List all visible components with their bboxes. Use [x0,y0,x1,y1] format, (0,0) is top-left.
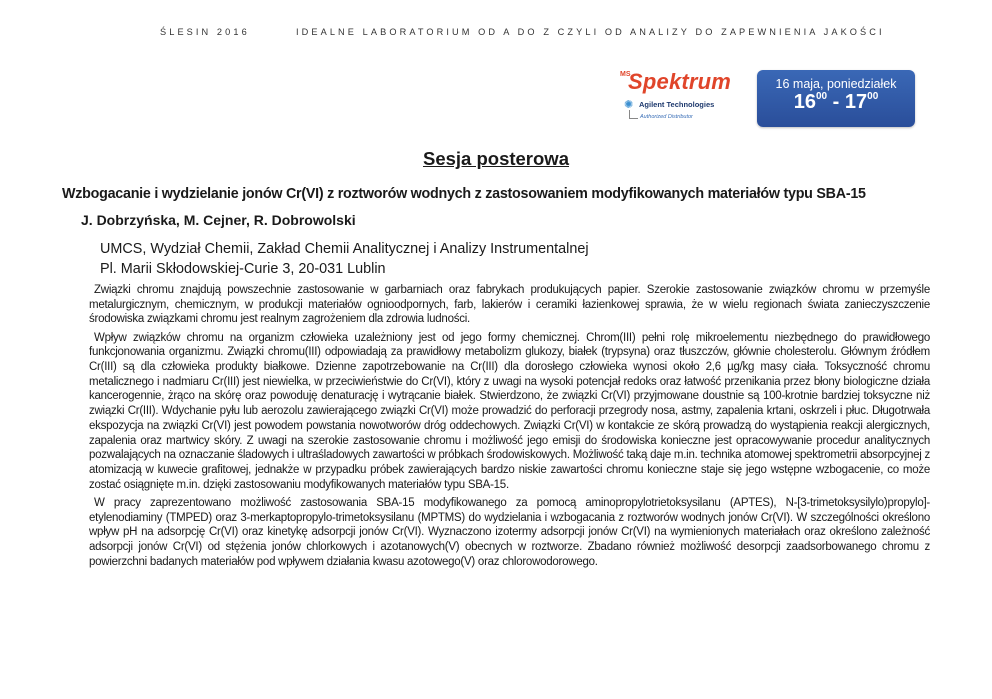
session-date-box [757,70,915,127]
paragraph: Wpływ związków chromu na organizm człowieka uzależniony jest od jego formy chemicznej. Chrom(III) pełni rolę mikroelementu niezbędnego do prawidłowego funkcjonowania organizmu. Związki chromu(III) odpowiadają za prawidłowy metabolizm glukozy, białek (trypsyna) oraz tłuszczów, głównie cholesterolu. Głównym źródłem Cr(III) są dla człowieka produkty białkowe. Dzienne zapotrzebowanie na Cr(III) dla dorosłego człowieka wynosi około 2,6 µg/kg masy ciała. Toksyczność chromu metalicznego i nadmiaru Cr(III) jest niewielka, w przeciwieństwie do Cr(VI), który z uwagi na wysoki potencjał redoks oraz łatwość przenikania przez błony biologiczne działa kancerogennie, żrąco na skórę oraz powoduję denaturację i wytrącanie białek. Stwierdzono, że związki Cr(VI) przyjmowane doustnie są 100-krotnie bardziej toksyczne niż związki Cr(III). Wdychanie pyłu lub aerozolu zawierającego związki Cr(VI) może prowadzić do perforacji przegrody nosa, astmy, zapalenia krtani, oskrzeli i płuc. Długotrwała ekspozycja na związki Cr(VI) jest powodem powstania nowotworów dróg oddechowych. Związki Cr(VI) w kontakcie ze skórą prowadzą do wystąpienia reakcji alergicznych, zapalenia oraz martwicy skóry. Z uwagi na szerokie zastosowanie chromu i możliwość jego emisji do środowiska konieczne jest opracowywanie procedur analitycznych pozwalających na oznaczanie śladowych i ultraśladowych zawartości w próbkach środowiskowych. Możliwość taką daje m.in. technika atomowej spektrometrii absorpcyjnej z atomizacją w kuwecie grafitowej, jednakże w przypadku próbek zawierających bardzo niskie zawartości chromu konieczne staje się jego wstępne wzbogacenie, co może zostać osiągnięte m.in. dzięki zastosowaniu modyfikowanych materiałów typu SBA-15. [89,331,930,491]
logo-agilent-text: Agilent Technologies [639,100,715,109]
time-separator: - [827,91,845,113]
paragraph: W pracy zaprezentowano możliwość zastosowania SBA-15 modyfikowanego za pomocą aminopropylotrietoksysilanu (APTES), N-[3-trimetoksysilylo)propylo]-etylenodiaminy (TMPED) oraz 3-merkaptopropylo-trimetoksysilanu (MPTMS) do wydzielania i wzbogacania z roztworów wodnych jonów Cr(VI). W szczególności określono wpływ pH na adsorpcję Cr(VI) oraz kinetykę adsorpcji jonów Cr(VI). Wyznaczono izotermy adsorpcji jonów Cr(VI) na wymienionych materiałach oraz określono zależność adsorpcji jonów Cr(VI) od stężenia jonów chlorkowych i azotanowych(V) obecnych w roztworze. Zbadano również możliwość desorpcji zaadsorbowanego chromu z powierzchni badanych materiałów pod wpływem działania kwasu azotowego(V) oraz chlorowodorowego. [89,496,930,568]
start-hour: 16 [793,91,816,113]
abstract-body [89,283,930,573]
spektrum-logo [620,70,745,130]
session-date: 16 maja, poniedziałek [775,77,897,91]
logo-spektrum-text: Spektrum [628,69,732,94]
end-hour: 17 [844,91,868,113]
header-event: ŚLESIN 2016 [160,27,250,37]
address-line: Pl. Marii Skłodowskiej-Curie 3, 20-031 Lublin [100,261,386,277]
session-heading: Sesja posterowa [422,148,569,169]
affiliation-line: UMCS, Wydział Chemii, Zakład Chemii Analitycznej i Analizy Instrumentalnej [100,241,589,257]
logo-ms-mark: MS [620,71,631,78]
agilent-spark-icon: ✺ [624,99,634,111]
start-minutes: 00 [815,91,828,102]
paragraph: Związki chromu znajdują powszechnie zastosowanie w garbarniach oraz fabrykach produkujących papier. Szerokie zastosowanie związków chromu w przemyśle metalurgicznym, chemicznym, w produkcji materiałów ognioodpornych, farb, lakierów i ceramiki łazienkowej sprawia, że w wielu regionach świata zanieczyszczenie środowiska związkami chromu jest realnym zagrożeniem dla zdrowia ludności. [89,284,930,326]
logo-bracket-line [629,110,638,119]
authors: J. Dobrzyńska, M. Cejner, R. Dobrowolski [81,212,356,228]
header-conference-title: IDEALNE LABORATORIUM OD A DO Z CZYLI OD ANALIZY DO ZAPEWNIENIA JAKOŚCI [296,27,885,37]
session-time [757,91,915,114]
abstract-title: Wzbogacanie i wydzielanie jonów Cr(VI) z roztworów wodnych z zastosowaniem modyfikowanych materiałów typu SBA-15 [62,186,866,202]
end-minutes: 00 [867,91,879,102]
logo-authorized-text: Authorized Distributor [640,114,693,120]
